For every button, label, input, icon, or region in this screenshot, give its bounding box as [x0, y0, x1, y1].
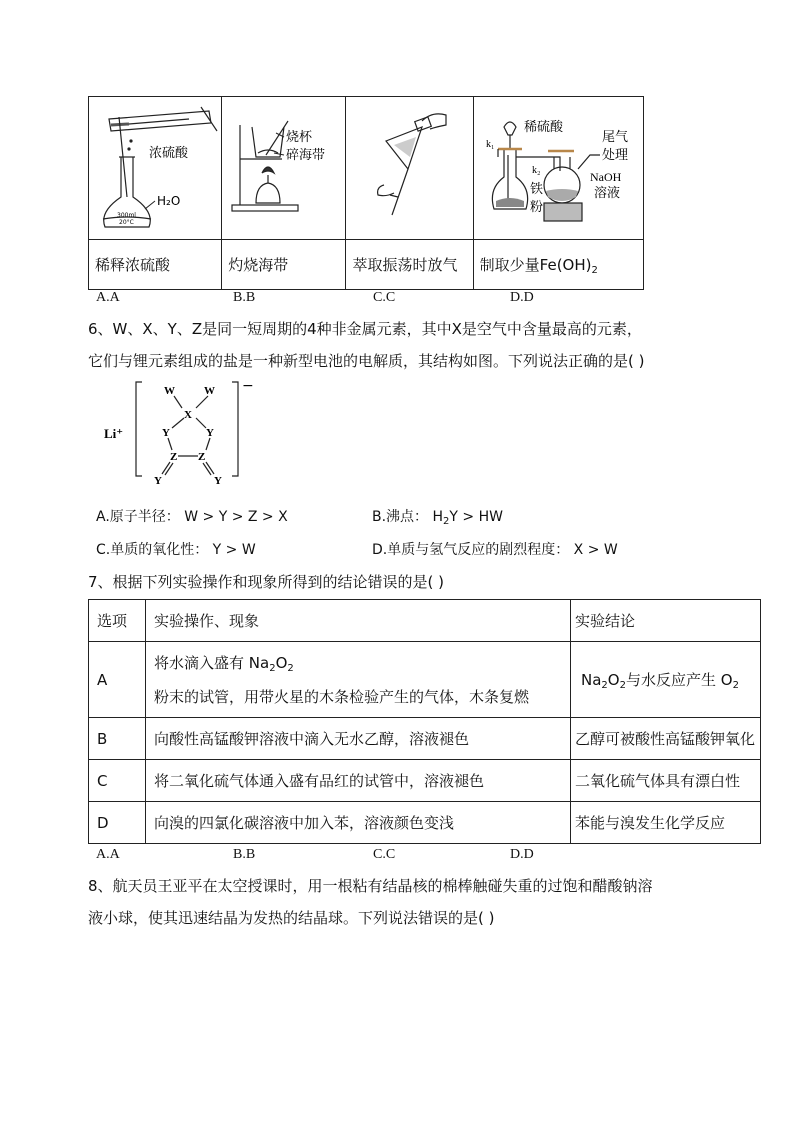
feoh2-apparatus-image — [474, 97, 643, 235]
iron-label-2: 粉 — [529, 200, 543, 215]
row-a-operation: 将水滴入盛有 $Na_2O_2$ 粉末的试管，用带火星的木条检验产生的气体，木条复燃 — [146, 642, 571, 718]
acid-label: 浓硫酸 — [149, 146, 189, 161]
tail-gas-label-1: 尾气 — [601, 130, 628, 145]
row-b-option: B — [89, 718, 146, 760]
y-atom-left: Y — [162, 427, 170, 439]
apparatus-feoh2 — [473, 97, 643, 240]
apparatus-dilution — [89, 97, 222, 240]
q7-option-b[interactable]: B.B — [233, 847, 256, 862]
tail-gas-label-2: 处理 — [601, 148, 628, 163]
row-c-operation: 将二氧化硫气体通入盛有品红的试管中，溶液褪色 — [146, 760, 571, 802]
burning-apparatus-image — [222, 97, 345, 235]
header-operation: 实验操作、现象 — [146, 600, 571, 642]
q5-apparatus-table — [88, 96, 644, 290]
solution-label: 溶液 — [593, 186, 620, 201]
row-b-operation: 向酸性高锰酸钾溶液中滴入无水乙醇，溶液褪色 — [146, 718, 571, 760]
q5-option-d[interactable]: D.D — [510, 290, 534, 305]
naoh-label: NaOH — [589, 170, 621, 184]
k1-label: k₁ — [485, 139, 495, 150]
q7-option-c[interactable]: C.C — [373, 847, 396, 862]
apparatus-extraction — [346, 97, 473, 240]
q7-option-d[interactable]: D.D — [510, 847, 534, 862]
row-c-conclusion: 二氧化硫气体具有漂白性 — [571, 760, 761, 802]
q8-stem-line-2: 液小球，使其迅速结晶为发热的结晶球。下列说法错误的是( ) — [88, 909, 495, 927]
q7-stem: 7、根据下列实验操作和现象所得到的结论错误的是( ) — [88, 573, 445, 591]
q5-option-b[interactable]: B.B — [233, 290, 256, 305]
extraction-apparatus-image — [346, 97, 472, 235]
table-row — [89, 642, 761, 718]
q6-stem-line-2: 它们与锂元素组成的盐是一种新型电池的电解质，其结构如图。下列说法正确的是( ) — [88, 352, 645, 370]
q7-header-row — [89, 600, 761, 642]
q6-structure-diagram — [100, 376, 270, 486]
z-atom-right: Z — [198, 451, 206, 463]
water-label: H₂O — [157, 194, 181, 208]
row-a-conclusion: $Na_2O_2$与水反应产生 $O_2$ — [571, 642, 761, 718]
flask-volume-label: 300ml — [117, 212, 136, 219]
q6-option-c[interactable]: C.单质的氧化性： Y > W — [96, 542, 256, 558]
q8-stem-line-1: 8、航天员王亚平在太空授课时，用一根粘有结晶核的棉棒触碰失重的过饱和醋酸钠溶 — [88, 877, 653, 895]
table-row — [89, 718, 761, 760]
w-atom-left: W — [164, 385, 175, 397]
q6-stem-line-1: 6、W、X、Y、Z是同一短周期的4种非金属元素，其中X是空气中含量最高的元素， — [88, 320, 642, 338]
dilute-acid-label: 稀硫酸 — [523, 120, 563, 135]
q7-option-a[interactable]: A.A — [96, 847, 120, 862]
x-atom: X — [184, 409, 192, 421]
table-row — [89, 802, 761, 844]
row-d-conclusion: 苯能与溴发生化学反应 — [571, 802, 761, 844]
flask-temp-label: 20°C — [119, 219, 134, 226]
q6-option-b[interactable]: B.沸点： $H_2Y$ > HW — [372, 509, 503, 527]
header-option: 选项 — [89, 600, 146, 642]
caption-feoh2: 制取少量$Fe(OH)_2$ — [473, 240, 643, 290]
w-atom-right: W — [204, 385, 215, 397]
apparatus-burning — [222, 97, 346, 240]
q6-option-a[interactable]: A.原子半径： W > Y > Z > X — [96, 509, 288, 525]
q5-option-c[interactable]: C.C — [373, 290, 396, 305]
header-conclusion: 实验结论 — [571, 600, 761, 642]
caption-dilution: 稀释浓硫酸 — [89, 240, 222, 290]
q6-option-d[interactable]: D.单质与氢气反应的剧烈程度： X > W — [372, 542, 618, 558]
caption-extraction: 萃取振荡时放气 — [346, 240, 473, 290]
q7-table — [88, 599, 761, 844]
row-d-option: D — [89, 802, 146, 844]
q5-option-a[interactable]: A.A — [96, 290, 120, 305]
z-atom-left: Z — [170, 451, 178, 463]
row-b-conclusion: 乙醇可被酸性高锰酸钾氧化 — [571, 718, 761, 760]
y-atom-bottom-right: Y — [214, 475, 222, 486]
dilution-apparatus-image — [89, 97, 221, 235]
row-d-operation: 向溴的四氯化碳溶液中加入苯，溶液颜色变浅 — [146, 802, 571, 844]
y-atom-right: Y — [206, 427, 214, 439]
y-atom-bottom-left: Y — [154, 475, 162, 486]
beaker-label: 烧杯 — [286, 130, 313, 145]
lithium-ion-label: Li⁺ — [104, 426, 124, 441]
table-row — [89, 760, 761, 802]
k2-label: k₂ — [531, 165, 541, 176]
anion-charge-label: − — [242, 378, 254, 394]
row-a-option: A — [89, 642, 146, 718]
caption-burning: 灼烧海带 — [222, 240, 346, 290]
iron-label-1: 铁 — [529, 182, 543, 197]
seaweed-label: 碎海带 — [286, 148, 326, 163]
row-c-option: C — [89, 760, 146, 802]
